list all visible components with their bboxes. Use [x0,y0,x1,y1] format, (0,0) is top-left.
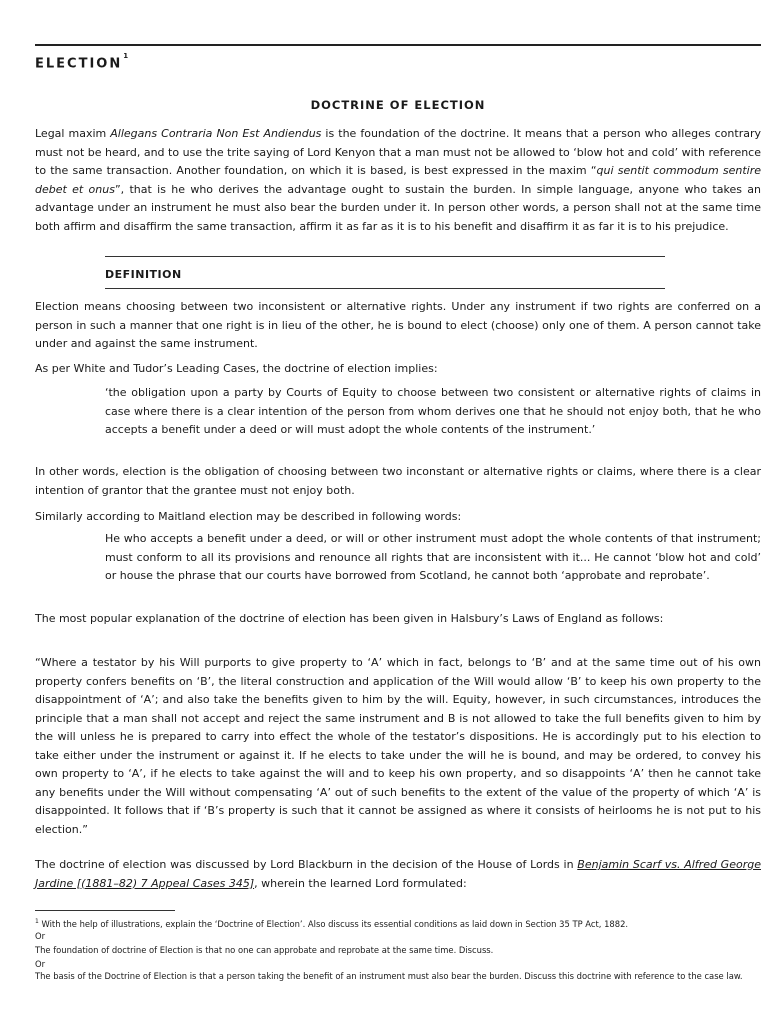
footnote-or-1: Or [35,931,46,941]
footnote-rule [35,910,175,911]
heading-title: ELECTION [35,56,123,72]
blackburn-paragraph: The doctrine of election was discussed by Lord Blackburn in the decision of the House of Lords in Benjamin Scarf vs. Alfred George Jardine [(1881–82) 7 Appeal Cases 345], wherein the learned Lord formulated: [35,858,761,890]
maitland-paragraph: Similarly according to Maitland election may be described in following words: [35,510,462,523]
footnote-2: The foundation of doctrine of Election is that no one can approbate and reprobate at the same time. Discuss. [35,945,494,955]
definition-rule-bottom [105,288,665,289]
halsbury-paragraph: The most popular explanation of the doctrine of election has been given in Halsbury’s Laws of England as follows: [35,612,664,625]
maxim-latin-2: qui sentit commodum sentire debet et onus [35,164,761,196]
testator-paragraph: “Where a testator by his Will purports to give property to ‘A’ which in fact, belongs to ‘B’ and at the same time out of his own property confers benefits on ‘B’, the literal construction and application of the Will would allow ‘B’ to keep his own property to the disappointment of ‘A’; and also take the benefits given to him by the will. Equity, however, in such circumstances, introduces the principle that a man shall not accept and reject the same instrument and B is not allowed to take the full benefits given to him by the will unless he is prepared to carry into effect the whole of the testator’s dispositions. He is accordingly put to his election to take either under the instrument or against it. If he elects to take under the will he is bound, and may be ordered, to convey his own property to ‘A’, if he elects to take against the will and to keep his own property, and so disappoints ‘A’ then he cannot take any benefits under the Will without compensating ‘A’ out of such benefits to the extent of the value of the property of which ‘A’ is disappointed. It follows that if ‘B’s property is such that it cannot be assigned as where it consists of heirlooms he is not put to his election.” [35,656,761,836]
top-rule [35,44,761,46]
definition-title: DEFINITION [105,268,182,281]
maitland-quote: He who accepts a benefit under a deed, or will or other instrument must adopt the whole contents of that instrument; must conform to all its provisions and renounce all rights that are inconsistent with it... He cannot ‘blow hot and cold’ or house the phrase that our courts have borrowed from Scotland, he cannot both ‘approbate and reprobate’. [105,532,761,582]
maxim-latin-1: Allegans Contraria Non Est Andiendus [110,127,322,140]
heading-footnote-marker[interactable]: 1 [123,52,129,60]
other-words-paragraph: In other words, election is the obligation of choosing between two inconstant or alternative rights or claims, where there is a clear intention of grantor that the grantee must not enjoy both. [35,465,761,497]
definition-rule-top [105,256,665,257]
footnote-3: The basis of the Doctrine of Election is that a person taking the benefit of an instrument must also bear the burden. Discuss this doctrine with reference to the case law. [35,971,743,981]
definition-paragraph: Election means choosing between two inconsistent or alternative rights. Under any instrument if two rights are conferred on a person in such a manner that one right is in lieu of the other, he is bound to elect (choose) only one of them. A person cannot take under and against the same instrument. [35,300,761,350]
white-tudor-paragraph: As per White and Tudor’s Leading Cases, the doctrine of election implies: [35,362,438,375]
footnote-or-2: Or [35,959,46,969]
white-tudor-quote: ‘the obligation upon a party by Courts of Equity to choose between two consistent or alternative rights of claims in case where there is a clear intention of the person from whom derives one that he should not enjoy both, that he who accepts a benefit under a deed or will must adopt the whole contents of the instrument.’ [105,386,761,436]
case-citation-link[interactable]: Benjamin Scarf vs. Alfred George Jardine [(1881–82) 7 Appeal Cases 345] [35,858,761,890]
section-title: DOCTRINE OF ELECTION [310,98,486,112]
intro-paragraph: Legal maxim Allegans Contraria Non Est Andiendus is the foundation of the doctrine. It means that a person who alleges contrary must not be heard, and to use the trite saying of Lord Kenyon that a man must not be allowed to ‘blow hot and cold’ with reference to the same transaction. Another foundation, on which it is based, is best expressed in the maxim “qui sentit commodum sentire debet et onus”, that is he who derives the advantage ought to sustain the burden. In simple language, anyone who takes an advantage under an instrument he must also bear the burden under it. In person other words, a person shall not at the same time both affirm and disaffirm the same transaction, affirm it as far as it is to his benefit and disaffirm it as far it is to his prejudice. [35,127,761,233]
page-heading [35,52,129,72]
footnote-1: $^1$ With the help of illustrations, explain the ‘Doctrine of Election’. Also discuss its essential conditions as laid down in Section 35 TP Act, 1882. [35,918,629,929]
